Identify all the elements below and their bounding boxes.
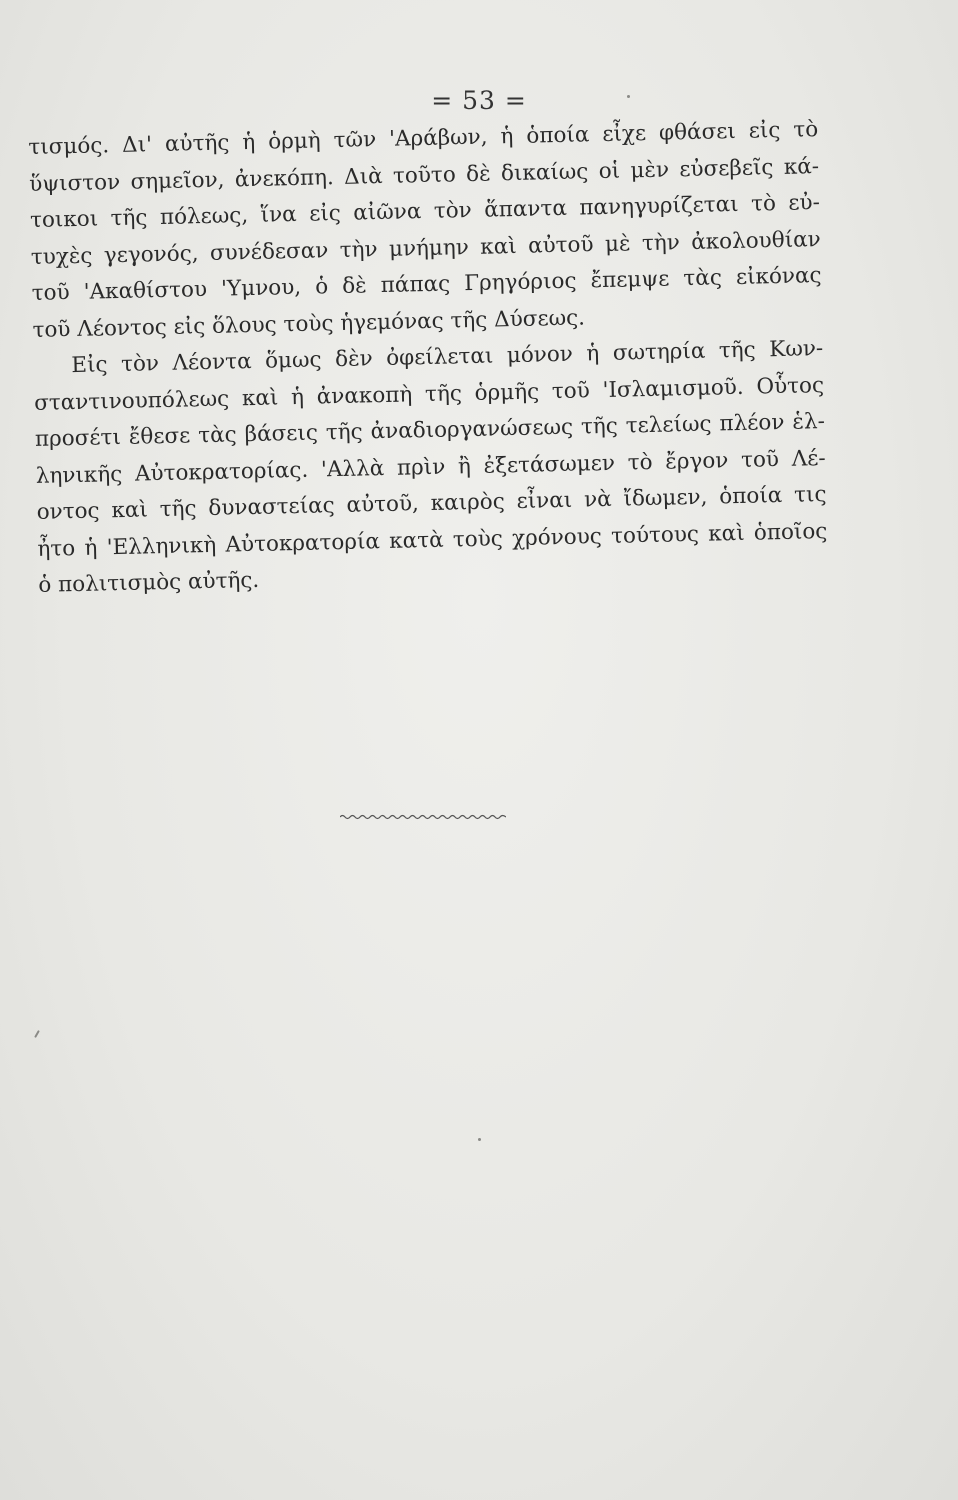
- text-line: τυχὲς γεγονός, συνέδεσαν τὴν μνήμην καὶ αὐτοῦ μὲ τὴν ἀκολουθίαν: [30, 226, 821, 270]
- text-line: ὕψιστον σημεῖον, ἀνεκόπη. Διὰ τοῦτο δὲ δικαίως οἱ μὲν εὐσεβεῖς κά-: [28, 153, 820, 197]
- paper-speck: [627, 95, 630, 98]
- text-line: τισμός. Δι' αὐτῆς ἡ ὁρμὴ τῶν 'Αράβων, ἡ ὁποία εἶχε φθάσει εἰς τὸ: [28, 117, 819, 160]
- text-line: σταντινουπόλεως καὶ ἡ ἀνακοπὴ τῆς ὁρμῆς τοῦ 'Ισλαμισμοῦ. Οὗτος: [33, 372, 825, 416]
- text-line: προσέτι ἔθεσε τὰς βάσεις τῆς ἀναδιοργανώσεως τῆς τελείως πλέον ἑλ-: [34, 409, 826, 452]
- text-line: τοικοι τῆς πόλεως, ἵνα εἰς αἰῶνα τὸν ἅπαντα πανηγυρίζεται τὸ εὐ-: [29, 190, 821, 233]
- text-line: ληνικῆς Αὐτοκρατορίας. 'Αλλὰ πρὶν ἢ ἐξετάσωμεν τὸ ἔργον τοῦ Λέ-: [35, 445, 826, 489]
- text-line: ὁ πολιτισμὸς αὐτῆς.: [38, 567, 260, 598]
- body-text: [28, 112, 829, 604]
- end-ornament: [340, 812, 506, 822]
- text-line: ἦτο ἡ 'Ελληνικὴ Αὐτοκρατορία κατὰ τοὺς χρόνους τούτους καὶ ὁποῖος: [37, 518, 828, 562]
- paper-speck: [478, 1138, 481, 1141]
- page-number: = 53 =: [431, 86, 527, 115]
- text-line: οντος καὶ τῆς δυναστείας αὐτοῦ, καιρὸς εἶναι νὰ ἴδωμεν, ὁποία τις: [36, 481, 827, 525]
- text-line: Εἰς τὸν Λέοντα ὅμως δὲν ὀφείλεται μόνον ἡ σωτηρία τῆς Κων-: [71, 336, 824, 379]
- text-line: τοῦ 'Ακαθίστου 'Υμνου, ὁ δὲ πάπας Γρηγόριος ἔπεμψε τὰς εἰκόνας: [31, 263, 822, 306]
- paper-speck: [34, 1030, 40, 1038]
- text-line: τοῦ Λέοντος εἰς ὅλους τοὺς ἡγεμόνας τῆς Δύσεως.: [32, 304, 586, 343]
